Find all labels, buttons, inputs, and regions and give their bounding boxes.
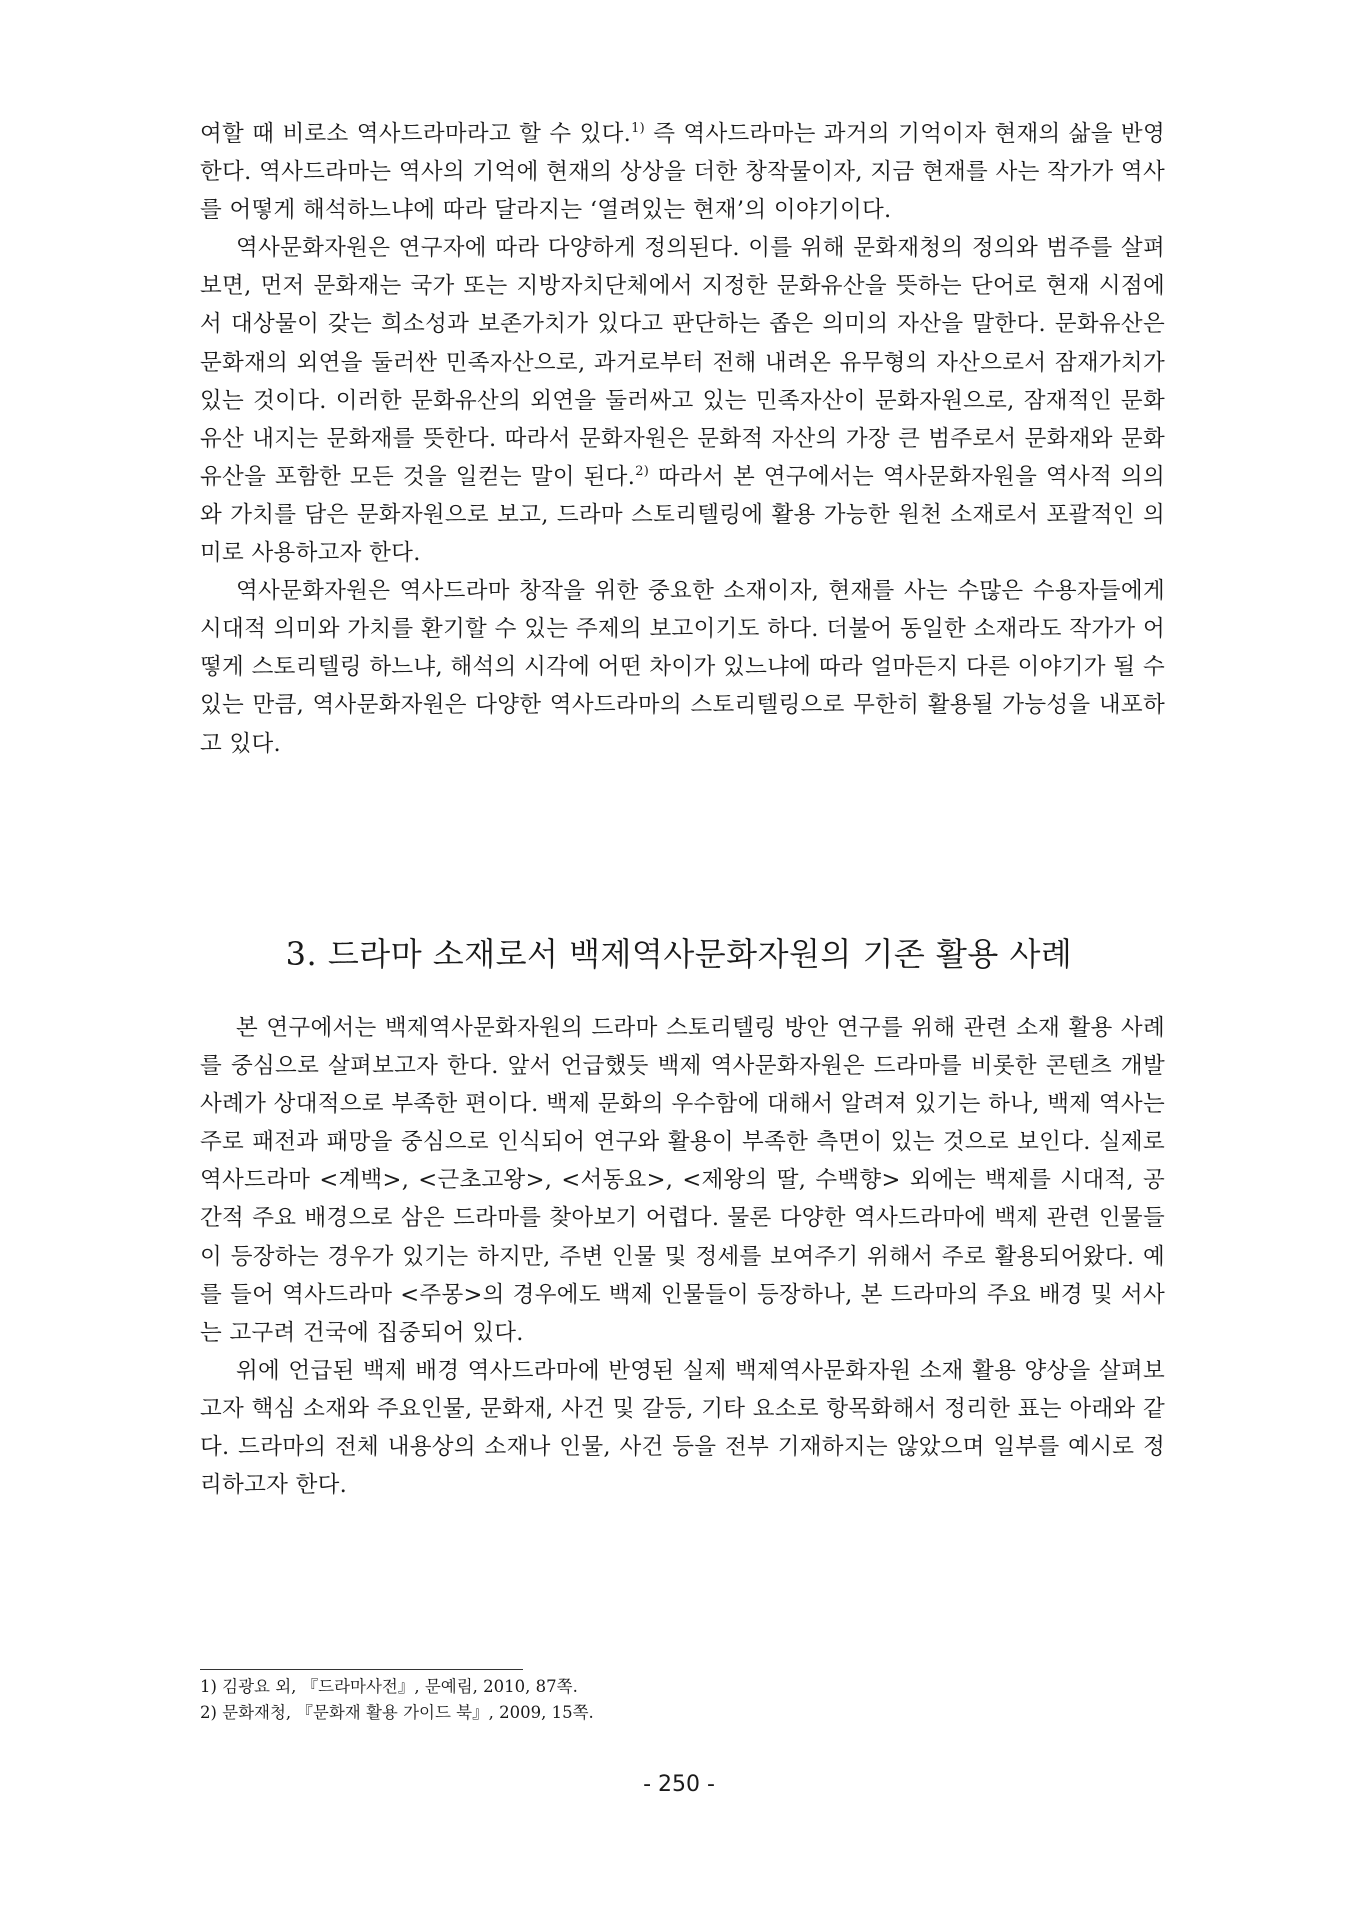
paragraph: 역사문화자원은 연구자에 따라 다양하게 정의된다. 이를 위해 문화재청의 정의와 범주를 살펴보면, 먼저 문화재는 국가 또는 지방자치단체에서 지정한 문화유산을 뜻하는 단어로 현재 시점에서 대상물이 갖는 희소성과 보존가치가 있다고 판단하는 좁은 의미의 자산을 말한다. 문화유산은 문화재의 외연을 둘러싼 민족자산으로, 과거로부터 전해 내려온 유무형의 자산으로서 잠재가치가 있는 것이다. 이러한 문화유산의 외연을 둘러싸고 있는 민족자산이 문화자원으로, 잠재적인 문화유산 내지는 문화재를 뜻한다. 따라서 문화자원은 문화적 자산의 가장 큰 범주로서 문화재와 문화유산을 포함한 모든 것을 일컫는 말이 된다.$^{2)}$ 따라서 본 연구에서는 역사문화자원을 역사적 의의와 가치를 담은 문화자원으로 보고, 드라마 스토리텔링에 활용 가능한 원천 소재로서 포괄적인 의미로 사용하고자 한다. xyxy=(200,235,1166,567)
footnote-marker[interactable]: 2) xyxy=(635,463,650,479)
footnote-divider xyxy=(200,1669,523,1670)
body-text-block-1 xyxy=(200,115,1165,763)
footnote-marker[interactable]: 1) xyxy=(631,121,646,136)
page-number: - 250 - xyxy=(643,1772,715,1797)
paragraph: 역사문화자원은 역사드라마 창작을 위한 중요한 소재이자, 현재를 사는 수많은 수용자들에게 시대적 의미와 가치를 환기할 수 있는 주제의 보고이기도 하다. 더불어 동일한 소재라도 작가가 어떻게 스토리텔링 하느냐, 해석의 시각에 어떤 차이가 있느냐에 따라 얼마든지 다른 이야기가 될 수 있는 만큼, 역사문화자원은 다양한 역사드라마의 스토리텔링으로 무한히 활용될 가능성을 내포하고 있다. xyxy=(200,578,1165,757)
footnotes xyxy=(200,1674,1100,1726)
paragraph: 본 연구에서는 백제역사문화자원의 드라마 스토리텔링 방안 연구를 위해 관련 소재 활용 사례를 중심으로 살펴보고자 한다. 앞서 언급했듯 백제 역사문화자원은 드라마를 비롯한 콘텐츠 개발 사례가 상대적으로 부족한 편이다. 백제 문화의 우수함에 대해서 알려져 있기는 하나, 백제 역사는 주로 패전과 패망을 중심으로 인식되어 연구와 활용이 부족한 측면이 있는 것으로 보인다. 실제로 역사드라마 <계백>, <근초고왕>, <서동요>, <제왕의 딸, 수백향> 외에는 백제를 시대적, 공간적 주요 배경으로 삼은 드라마를 찾아보기 어렵다. 물론 다양한 역사드라마에 백제 관련 인물들이 등장하는 경우가 있기는 하지만, 주변 인물 및 정세를 보여주기 위해서 주로 활용되어왔다. 예를 들어 역사드라마 <주몽>의 경우에도 백제 인물들이 등장하나, 본 드라마의 주요 배경 및 서사는 고구려 건국에 집중되어 있다. xyxy=(200,1015,1165,1346)
body-text-block-2 xyxy=(200,1009,1165,1504)
paragraph: 위에 언급된 백제 배경 역사드라마에 반영된 실제 백제역사문화자원 소재 활용 양상을 살펴보고자 핵심 소재와 주요인물, 문화재, 사건 및 갈등, 기타 요소로 항목화해서 정리한 표는 아래와 같다. 드라마의 전체 내용상의 소재나 인물, 사건 등을 전부 기재하지는 않았으며 일부를 예시로 정리하고자 한다. xyxy=(200,1357,1165,1499)
section-heading: 3. 드라마 소재로서 백제역사문화자원의 기존 활용 사례 xyxy=(285,935,1073,973)
footnote: 2) 문화재청, 『문화재 활용 가이드 북』, 2009, 15쪽. xyxy=(200,1703,594,1722)
paragraph: 여할 때 비로소 역사드라마라고 할 수 있다.$^{1)}$ 즉 역사드라마는 과거의 기억이자 현재의 삶을 반영한다. 역사드라마는 역사의 기억에 현재의 상상을 더한 창작물이자, 지금 현재를 사는 작가가 역사를 어떻게 해석하느냐에 따라 달라지는 ‘열려있는 현재’의 이야기이다. xyxy=(200,121,1165,224)
footnote: 1) 김광요 외, 『드라마사전』, 문예림, 2010, 87쪽. xyxy=(200,1677,578,1696)
